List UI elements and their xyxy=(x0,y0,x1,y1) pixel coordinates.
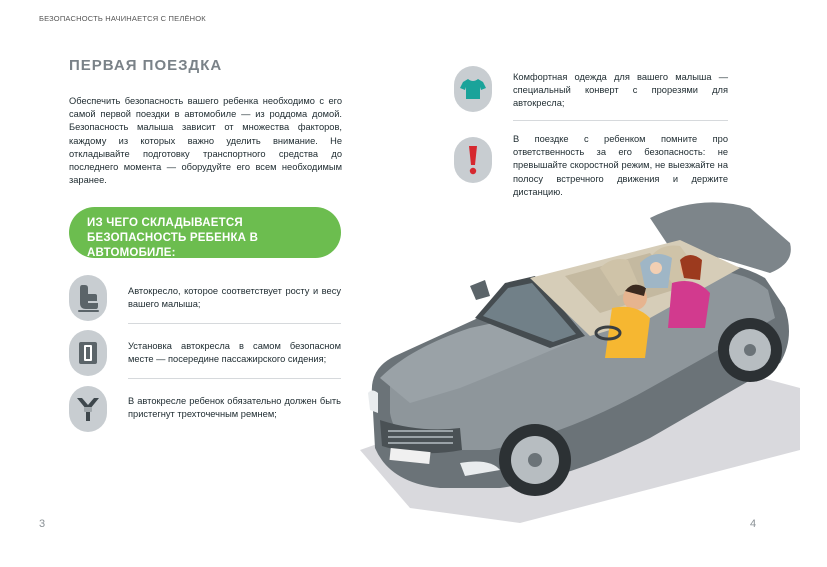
page-number-left: 3 xyxy=(39,518,46,530)
safety-banner: ИЗ ЧЕГО СКЛАДЫВАЕТСЯ БЕЗОПАСНОСТЬ РЕБЕНКА В АВТОМОБИЛЕ: xyxy=(69,207,341,258)
list-item-text: Автокресло, которое соответствует росту и весу вашего малыша; xyxy=(128,286,341,310)
seatbelt-icon xyxy=(69,386,107,432)
right-item-text: Комфортная одежда для вашего малыша — специальный конверт с прорезями для автокресла; xyxy=(513,72,728,109)
page-number-right: 4 xyxy=(750,518,757,530)
car-illustration xyxy=(350,188,800,523)
right-item-text: В поездке с ребенком помните про ответственность за его безопасность: не превышайте скоростной режим, не выезжайте на полосу встречного движения и держите дистанцию. xyxy=(513,134,728,197)
divider xyxy=(128,323,341,324)
running-head: БЕЗОПАСНОСТЬ НАЧИНАЕТСЯ С ПЕЛЁНОК xyxy=(39,14,206,23)
intro-paragraph: Обеспечить безопасность вашего ребенка необходимо с его самой первой поездки в автомобиле — из роддома домой. Безопасность малыша зависит от множества факторов, каждому из которых важно уделить внимание. Не откладывайте подготовку транспортного средства до последнего момента — оборудуйте его всем необходимым заранее. xyxy=(69,96,342,186)
list-item-text: В автокресле ребенок обязательно должен быть пристегнут трехточечным ремнем; xyxy=(128,396,341,420)
page-title: ПЕРВАЯ ПОЕЗДКА xyxy=(69,57,223,74)
car-seat-icon xyxy=(69,275,107,321)
divider xyxy=(128,378,341,379)
shirt-icon xyxy=(454,66,492,112)
list-item-text: Установка автокресла в самом безопасном месте — посередине пассажирского сидения; xyxy=(128,341,341,365)
warning-icon xyxy=(454,137,492,183)
divider xyxy=(513,120,728,121)
seat-center-icon xyxy=(69,330,107,376)
